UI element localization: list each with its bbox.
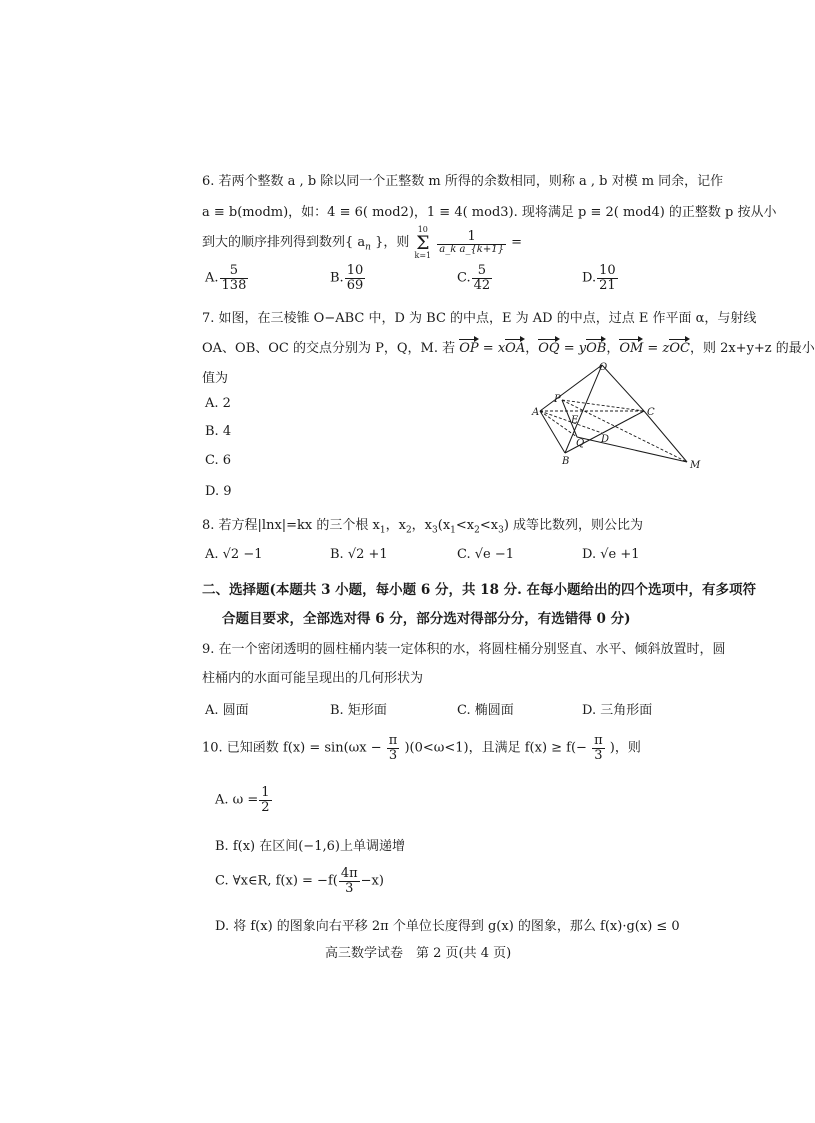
q6-line3: 到大的顺序排列得到数列{ $a_n$ }，则 10 Σ k=1 $\frac{1}{\text{a\_k a\_\{k+1\}}}$ = — [202, 225, 523, 260]
q9-option-c[interactable]: C. 椭圆面 — [457, 703, 514, 718]
label-B: B — [562, 456, 570, 467]
page-footer: 高三数学试卷 第 2 页(共 4 页) — [325, 946, 512, 961]
q6-option-d[interactable]: D. $\frac{10}{21}$ — [582, 263, 616, 293]
label-A: A — [532, 407, 540, 418]
tetrahedron-figure — [530, 360, 705, 470]
q10-option-c[interactable]: C. ∀x∈R, f(x) = −f( $\frac{4\pi}{3}$ −x) — [215, 866, 384, 896]
sum-symbol: 10 Σ k=1 — [414, 225, 432, 260]
q7-line3: 值为 — [202, 371, 229, 386]
q7-option-b[interactable]: B. 4 — [205, 424, 232, 439]
label-E: E — [571, 415, 579, 426]
q6-option-a[interactable]: A. $\frac{5}{138}$ — [205, 263, 247, 293]
q8-option-c[interactable]: C. √e −1 — [457, 547, 515, 562]
section2-heading-line1: 二、选择题(本题共 3 小题，每小题 6 分，共 18 分. 在每小题给出的四个选项中，有多项符 — [202, 582, 757, 598]
q6-line1: 6. 若两个整数 a , b 除以同一个正整数 m 所得的余数相同，则称 a , b 对模 m 同余，记作 — [202, 174, 724, 189]
q8-option-d[interactable]: D. √e +1 — [582, 547, 640, 562]
edge-QM — [577, 437, 687, 462]
q8-option-a[interactable]: A. √2 −1 — [205, 547, 263, 562]
q7-option-a[interactable]: A. 2 — [205, 396, 231, 411]
q10-option-d[interactable]: D. 将 f(x) 的图象向右平移 2π 个单位长度得到 g(x) 的图象，那么 f(x)·g(x) ≤ 0 — [215, 919, 680, 934]
q7-line2: OA、OB、OC 的交点分别为 P，Q，M. 若 OP = xOA，OQ = yOB，OM = zOC，则 2x+y+z 的最小 — [202, 341, 815, 356]
q9-option-b[interactable]: B. 矩形面 — [330, 703, 387, 718]
edge-OC — [602, 365, 644, 411]
q8-stem: 8. 若方程|lnx|=kx 的三个根 $x_1$，$x_2$，$x_3(x_1<x_2<x_3)$ 成等比数列，则公比为 — [202, 518, 644, 536]
label-P: P — [554, 394, 561, 405]
q9-line1: 9. 在一个密闭透明的圆柱桶内装一定体积的水，将圆柱桶分别竖直、水平、倾斜放置时，圆 — [202, 642, 726, 657]
q9-option-d[interactable]: D. 三角形面 — [582, 703, 653, 718]
section2-heading-line2: 合题目要求，全部选对得 6 分，部分选对得部分分，有选错得 0 分) — [222, 611, 631, 627]
edge-OM — [644, 411, 687, 462]
q7-option-d[interactable]: D. 9 — [205, 484, 232, 499]
q7-option-c[interactable]: C. 6 — [205, 453, 232, 468]
q10-stem: 10. 已知函数 f(x) = sin(ωx − $\frac{\pi}{3}$ )(0<ω<1)，且满足 f(x) ≥ f(− $\frac{\pi}{3}$ )，则 — [202, 733, 641, 763]
q9-line2: 柱桶内的水面可能呈现出的几何形状为 — [202, 671, 424, 686]
label-C: C — [647, 407, 655, 418]
q9-option-a[interactable]: A. 圆面 — [205, 703, 249, 718]
q10-option-a[interactable]: A. ω = $\frac{1}{2}$ — [215, 785, 270, 815]
label-O: O — [599, 362, 608, 373]
q7-line1: 7. 如图，在三棱锥 O−ABC 中，D 为 BC 的中点，E 为 AD 的中点，过点 E 作平面 α，与射线 — [202, 311, 757, 326]
label-D: D — [601, 434, 610, 445]
edge-PM — [562, 400, 687, 462]
edge-PC — [562, 400, 644, 411]
q10-option-b[interactable]: B. f(x) 在区间(−1,6)上单调递增 — [215, 839, 405, 854]
label-M: M — [690, 460, 701, 471]
edge-AB — [540, 411, 565, 453]
q6-line2: a ≡ b(modm)，如：4 ≡ 6( mod2)，1 ≡ 4( mod3). 现将满足 p ≡ 2( mod4) 的正整数 p 按从小 — [202, 205, 777, 220]
q6-sum-fraction: $\frac{1}{\text{a\_k a\_\{k+1\}}}$ — [439, 229, 504, 255]
q6-option-b[interactable]: B. $\frac{10}{69}$ — [330, 263, 364, 293]
q8-option-b[interactable]: B. √2 +1 — [330, 547, 388, 562]
q6-option-c[interactable]: C. $\frac{5}{42}$ — [457, 263, 491, 293]
label-Q: Q — [576, 438, 585, 449]
